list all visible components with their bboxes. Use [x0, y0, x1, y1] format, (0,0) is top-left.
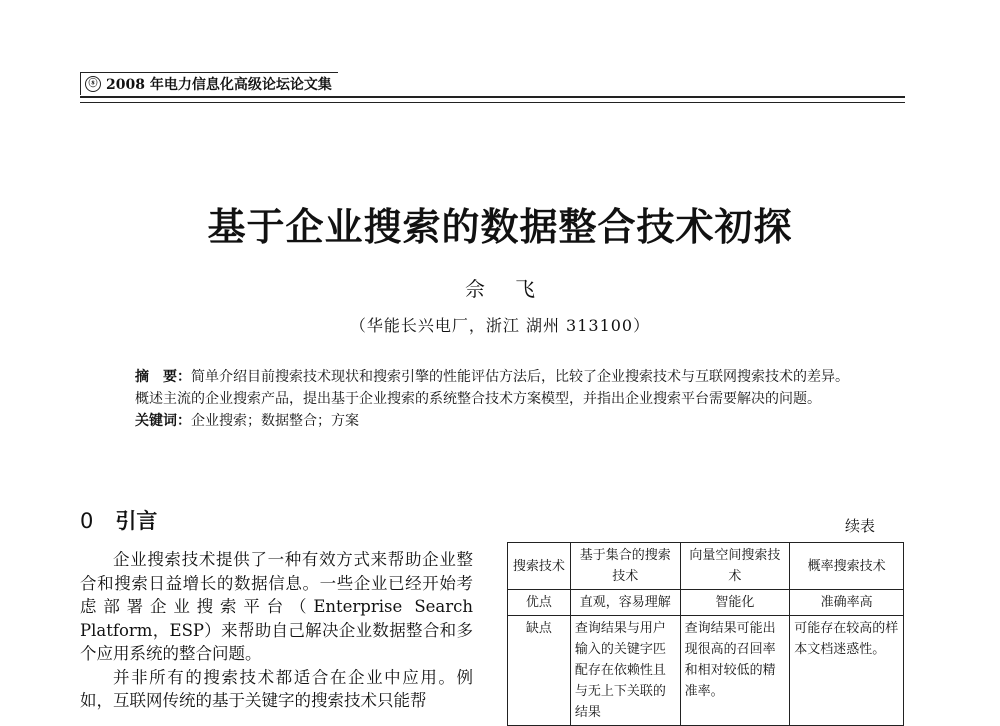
body-paragraph-2: 并非所有的搜索技术都适合在企业中应用。例如，互联网传统的基于关键字的搜索技术只能帮 [80, 667, 473, 710]
section-number: 0 [80, 509, 94, 533]
table-cell: 缺点 [508, 616, 571, 726]
table-header-cell: 概率搜索技术 [790, 543, 904, 590]
author: 佘飞 [465, 277, 565, 301]
abstract-text: 简单介绍目前搜索技术现状和搜索引擎的性能评估方法后，比较了企业搜索技术与互联网搜索技术的差异。概述主流的企业搜索产品，提出基于企业搜索的系统整合技术方案模型，并指出企业搜索平台需要解决的问题。 [135, 369, 849, 407]
table-cell: 查询结果可能出现很高的召回率和相对较低的精准率。 [680, 616, 790, 726]
body-paragraph-1: 企业搜索技术提供了一种有效方式来帮助企业整合和搜索日益增长的数据信息。一些企业已经开始考虑部署企业搜索平台（Enterprise Search Platform，ESP）来帮助自己解决企业数据整合和多个应用系统的整合问题。 [80, 550, 473, 663]
table-header-cell: 向量空间搜索技术 [680, 543, 790, 590]
table-row [508, 616, 904, 726]
keywords-paragraph [135, 410, 855, 432]
abstract [135, 366, 855, 432]
body-text [80, 548, 473, 713]
table-cell: 可能存在较高的样本文档迷惑性。 [790, 616, 904, 726]
table-header-cell: 搜索技术 [508, 543, 571, 590]
table-cell: 优点 [508, 590, 571, 616]
table-continued-label: 续表 [845, 517, 876, 535]
table-row [508, 590, 904, 616]
running-header [80, 72, 338, 95]
paper-title: 基于企业搜索的数据整合技术初探 [207, 204, 793, 249]
running-header-text: 2008 年电力信息化高级论坛论文集 [106, 77, 332, 93]
table-cell: 准确率高 [790, 590, 904, 616]
table-cell: 查询结果与用户输入的关键字匹配存在依赖性且与无上下关联的结果 [570, 616, 680, 726]
comparison-table [507, 542, 904, 726]
abstract-label: 摘 要： [135, 369, 191, 385]
table-cell: 直观，容易理解 [570, 590, 680, 616]
header-rule-thick [80, 96, 905, 98]
section-heading [80, 505, 157, 535]
abstract-paragraph [135, 366, 855, 410]
table-header-row [508, 543, 904, 590]
table-cell: 智能化 [680, 590, 790, 616]
keywords-label: 关键词： [135, 413, 191, 429]
keywords-text: 企业搜索；数据整合；方案 [191, 413, 359, 429]
affiliation: （华能长兴电厂，浙江 湖州 313100） [349, 316, 651, 335]
proceedings-logo: ⓢ [85, 76, 101, 92]
table-header-cell: 基于集合的搜索技术 [570, 543, 680, 590]
section-title: 引言 [115, 509, 158, 533]
header-rule-thin [80, 102, 905, 103]
